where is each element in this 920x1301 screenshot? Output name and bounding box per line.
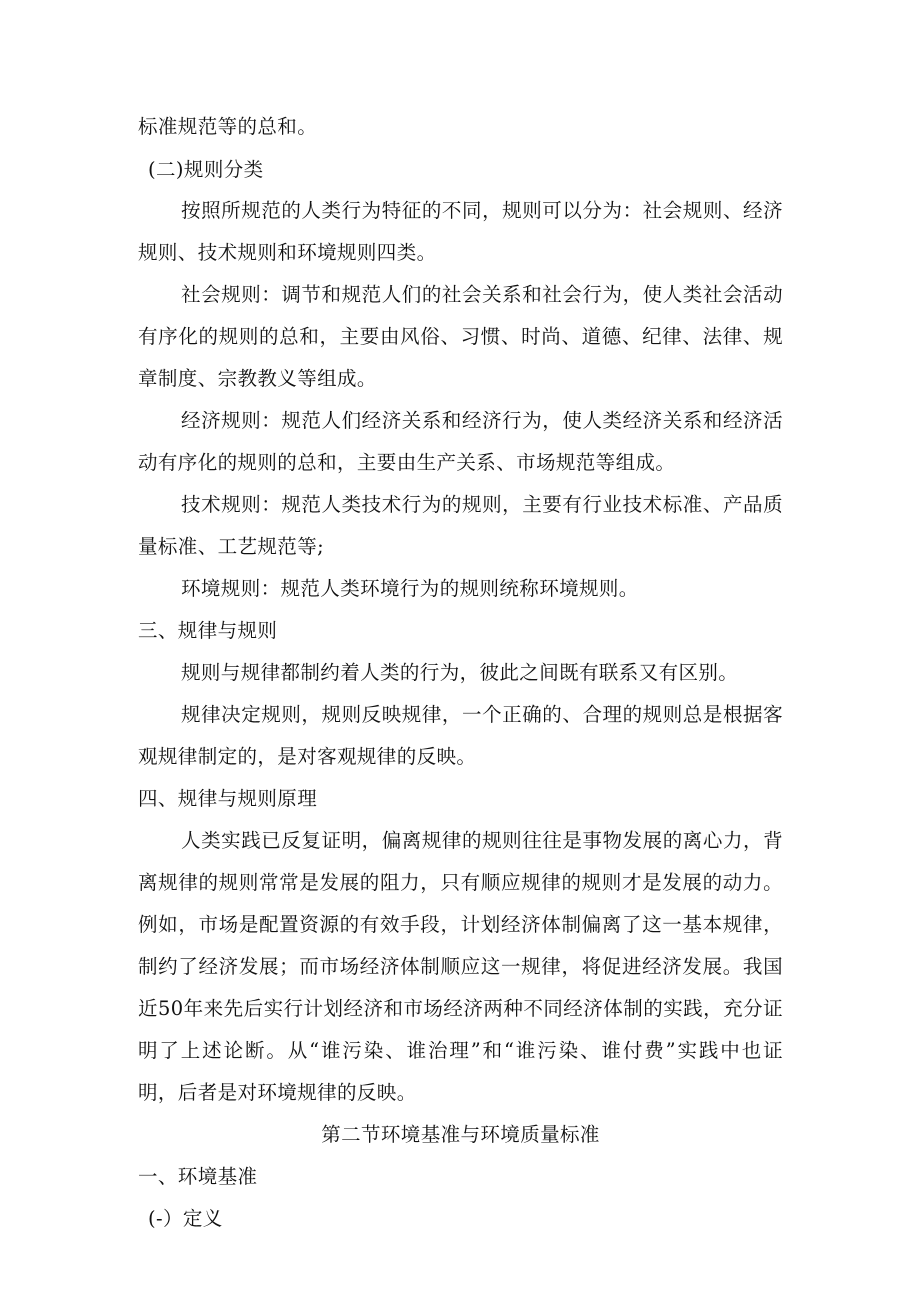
subsection-heading-definition: (-）定义: [148, 1207, 223, 1230]
paragraph-line: 人类实践已反复证明，偏离规律的规则往往是事物发展的离心力，背: [181, 829, 783, 852]
paragraph-line: 明，后者是对环境规律的反映。: [138, 1081, 417, 1104]
text-line: 标准规范等的总和。: [138, 115, 318, 138]
paragraph-line: 例如，市场是配置资源的有效手段，计划经济体制偏离了这一基本规律，: [138, 913, 783, 936]
chapter-section-title: 第二节环境基准与环境质量标准: [321, 1123, 600, 1146]
paragraph-line: 观规律制定的，是对客观规律的反映。: [138, 745, 477, 768]
section-heading-environmental-criteria: 一、环境基准: [138, 1165, 258, 1188]
paragraph-line: 环境规则：规范人类环境行为的规则统称环境规则。: [181, 577, 639, 600]
section-heading-laws-and-rules: 三、规律与规则: [138, 619, 278, 642]
paragraph-line: 规律决定规则，规则反映规律，一个正确的、合理的规则总是根据客: [181, 703, 783, 726]
paragraph-line: 离规律的规则常常是发展的阻力，只有顺应规律的规则才是发展的动力。: [138, 871, 783, 894]
paragraph-line: 近50年来先后实行计划经济和市场经济两种不同经济体制的实践，充分证: [138, 997, 783, 1020]
paragraph-line: 章制度、宗教教义等组成。: [138, 367, 377, 390]
paragraph-line: 动有序化的规则的总和，主要由生产关系、市场规范等组成。: [138, 451, 676, 474]
paragraph-line: 按照所规范的人类行为特征的不同，规则可以分为：社会规则、经济: [181, 199, 783, 222]
paragraph-line: 制约了经济发展；而市场经济体制顺应这一规律，将促进经济发展。我国: [138, 955, 783, 978]
paragraph-line: 规则、技术规则和环境规则四类。: [138, 241, 437, 264]
paragraph-line: 量标准、工艺规范等;: [138, 535, 325, 558]
section-heading-principle: 四、规律与规则原理: [138, 787, 318, 810]
paragraph-line: 有序化的规则的总和，主要由风俗、习惯、时尚、道德、纪律、法律、规: [138, 325, 783, 348]
paragraph-line: 经济规则：规范人们经济关系和经济行为，使人类经济关系和经济活: [181, 409, 783, 432]
paragraph-line: 社会规则：调节和规范人们的社会关系和社会行为，使人类社会活动: [181, 283, 783, 306]
subsection-heading-rule-classification: (二)规则分类: [148, 158, 264, 181]
paragraph-line: 明了上述论断。从“谁污染、谁治理”和“谁污染、谁付费”实践中也证: [138, 1039, 783, 1062]
paragraph-line: 技术规则：规范人类技术行为的规则，主要有行业技术标准、产品质: [181, 493, 783, 516]
paragraph-line: 规则与规律都制约着人类的行为，彼此之间既有联系又有区别。: [181, 661, 739, 684]
